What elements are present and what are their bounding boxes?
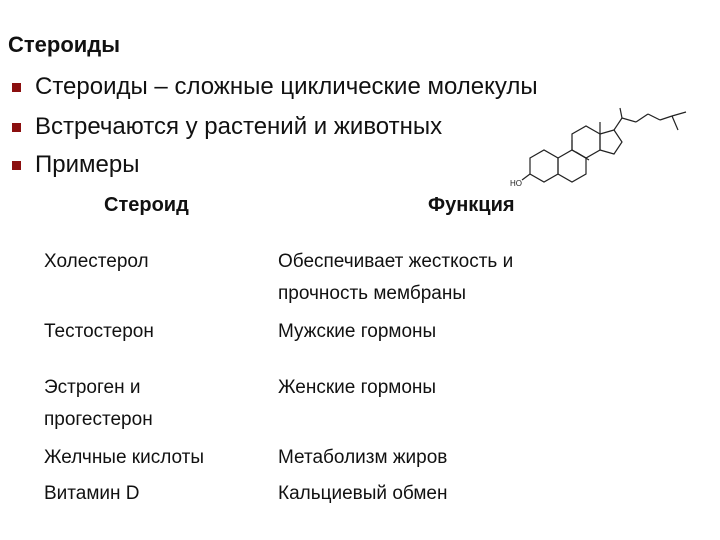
table-cell-function: Мужские гормоны (278, 321, 437, 342)
table-cell-steroid: Витамин D (44, 483, 140, 504)
table-cell-function: Метаболизм жиров (278, 447, 448, 468)
table-cell-steroid: Тестостерон (44, 321, 154, 342)
square-bullet-icon (12, 83, 21, 92)
bullet-item-3 (12, 150, 139, 180)
bullet-text: Встречаются у растений и животных (35, 113, 443, 140)
table-header-function: Функция (428, 194, 515, 216)
table-header-steroid: Стероид (104, 194, 189, 216)
square-bullet-icon (12, 161, 21, 170)
table-cell-function: Обеспечивает жесткость и прочность мембраны (278, 251, 514, 304)
bullet-item-1 (12, 72, 538, 102)
bullet-text: Примеры (35, 151, 140, 178)
table-cell-steroid: Холестерол (44, 251, 149, 272)
bullet-text: Стероиды – сложные циклические молекулы (35, 73, 538, 100)
bullet-item-2 (12, 112, 442, 142)
table-cell-function: Женские гормоны (278, 377, 437, 398)
hydroxyl-label: HO (510, 179, 522, 188)
table-cell-steroid: Желчные кислоты (44, 447, 205, 468)
table-cell-function: Кальциевый обмен (278, 483, 448, 504)
table-cell-steroid: Эстроген и прогестерон (44, 377, 153, 430)
square-bullet-icon (12, 123, 21, 132)
cholesterol-structure-image (510, 100, 720, 200)
slide-title: Стероиды (8, 32, 121, 57)
